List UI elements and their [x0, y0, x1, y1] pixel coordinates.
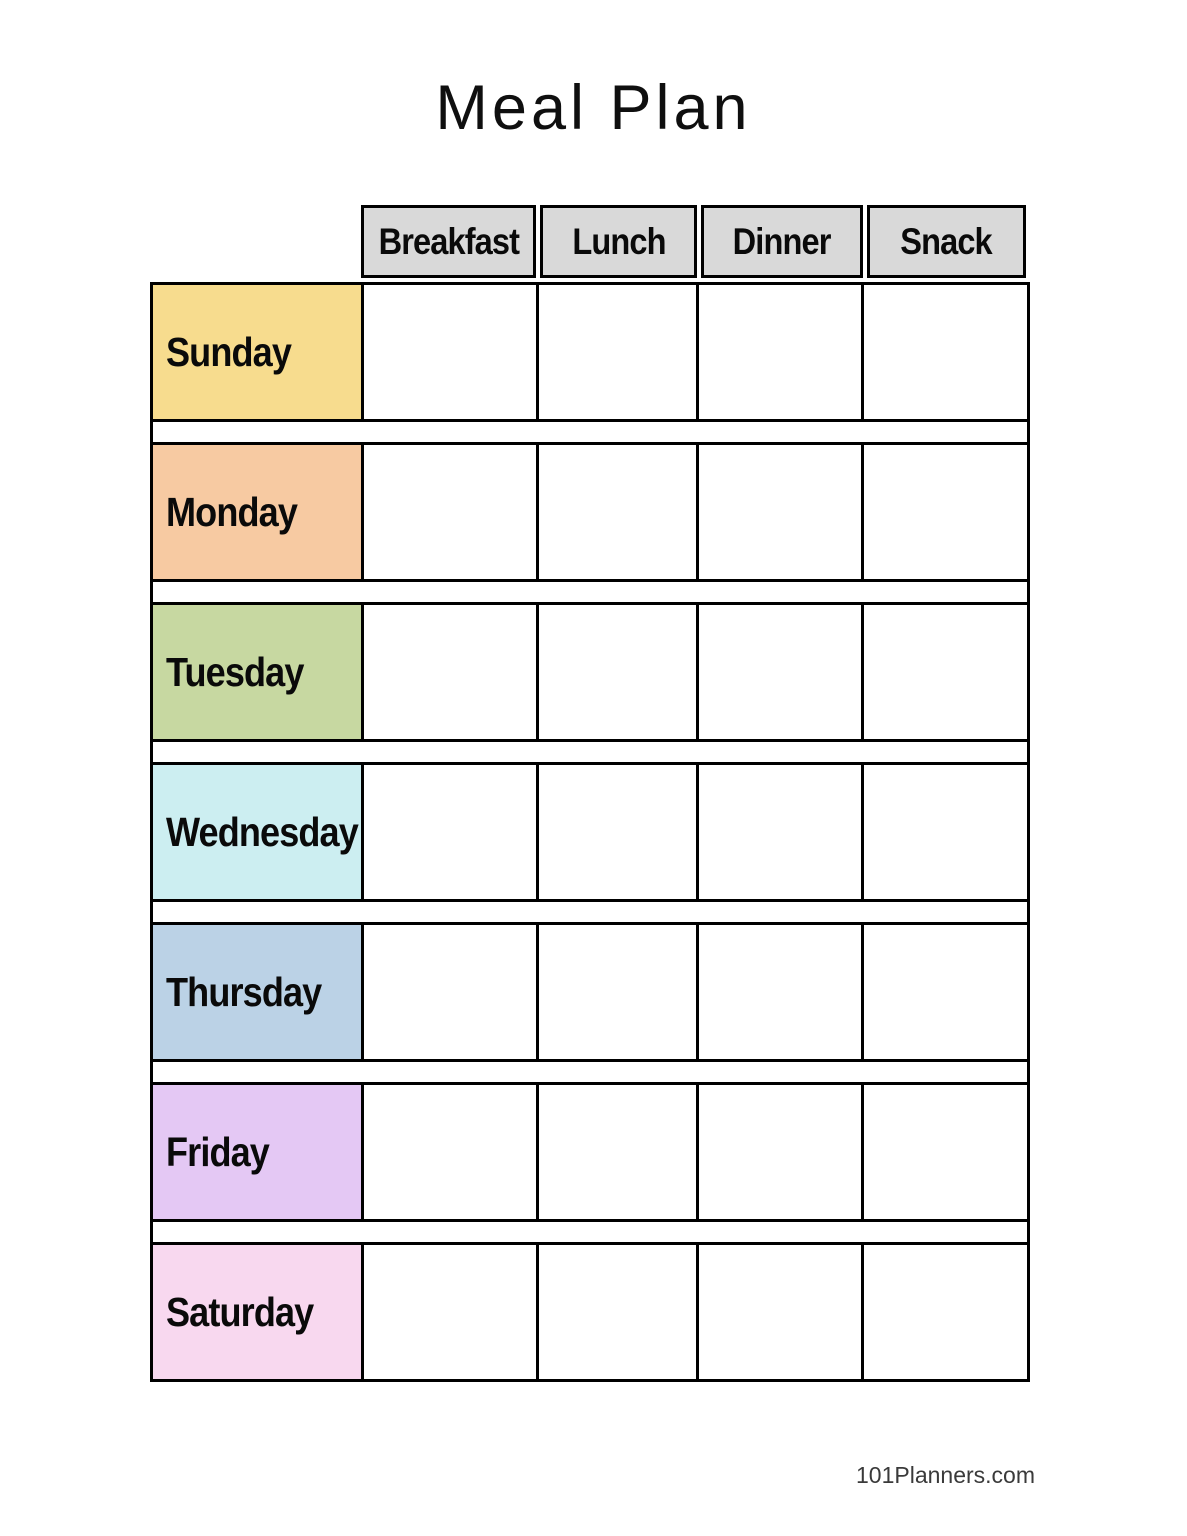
- page-title: Meal Plan: [435, 73, 752, 143]
- meal-cell-monday-breakfast[interactable]: [364, 445, 539, 579]
- meal-cell-friday-dinner[interactable]: [699, 1085, 864, 1219]
- column-header-breakfast: [361, 205, 536, 278]
- meal-cell-saturday-breakfast[interactable]: [364, 1245, 539, 1379]
- meal-cell-wednesday-lunch[interactable]: [539, 765, 699, 899]
- day-cell-thursday: [153, 925, 364, 1059]
- row-spacer: [150, 582, 1030, 602]
- day-label: Saturday: [166, 1288, 314, 1335]
- meal-cell-sunday-lunch[interactable]: [539, 285, 699, 419]
- row-spacer: [150, 902, 1030, 922]
- meal-cell-sunday-snack[interactable]: [864, 285, 1027, 419]
- meal-cell-saturday-dinner[interactable]: [699, 1245, 864, 1379]
- day-row-sunday: [150, 282, 1030, 422]
- meal-cell-thursday-dinner[interactable]: [699, 925, 864, 1059]
- row-spacer: [150, 742, 1030, 762]
- day-label: Tuesday: [166, 648, 304, 695]
- column-header-dinner: [701, 205, 863, 278]
- day-cell-saturday: [153, 1245, 364, 1379]
- day-cell-wednesday: [153, 765, 364, 899]
- meal-cell-thursday-snack[interactable]: [864, 925, 1027, 1059]
- meal-cell-thursday-lunch[interactable]: [539, 925, 699, 1059]
- meal-plan-table: [150, 205, 1030, 1382]
- day-cell-monday: [153, 445, 364, 579]
- column-header-label: Lunch: [571, 220, 666, 262]
- day-label: Wednesday: [166, 808, 358, 855]
- column-header-label: Snack: [900, 220, 993, 262]
- day-label: Monday: [166, 488, 298, 535]
- day-row-tuesday: [150, 602, 1030, 742]
- meal-cell-thursday-breakfast[interactable]: [364, 925, 539, 1059]
- meal-cell-monday-lunch[interactable]: [539, 445, 699, 579]
- day-row-thursday: [150, 922, 1030, 1062]
- row-spacer: [150, 1062, 1030, 1082]
- meal-cell-tuesday-dinner[interactable]: [699, 605, 864, 739]
- column-header-label: Breakfast: [378, 220, 519, 262]
- day-cell-friday: [153, 1085, 364, 1219]
- meal-cell-monday-dinner[interactable]: [699, 445, 864, 579]
- meal-cell-wednesday-dinner[interactable]: [699, 765, 864, 899]
- meal-cell-friday-breakfast[interactable]: [364, 1085, 539, 1219]
- meal-cell-saturday-snack[interactable]: [864, 1245, 1027, 1379]
- meal-cell-tuesday-snack[interactable]: [864, 605, 1027, 739]
- row-spacer: [150, 1222, 1030, 1242]
- column-header-label: Dinner: [733, 220, 831, 262]
- day-row-saturday: [150, 1242, 1030, 1382]
- meal-cell-sunday-breakfast[interactable]: [364, 285, 539, 419]
- footer-site-name: 101Planners.com: [856, 1462, 1035, 1488]
- meal-cell-wednesday-breakfast[interactable]: [364, 765, 539, 899]
- column-header-snack: [867, 205, 1026, 278]
- day-cell-sunday: [153, 285, 364, 419]
- meal-cell-friday-lunch[interactable]: [539, 1085, 699, 1219]
- table-body: [150, 282, 1030, 1382]
- meal-cell-saturday-lunch[interactable]: [539, 1245, 699, 1379]
- meal-cell-monday-snack[interactable]: [864, 445, 1027, 579]
- day-cell-tuesday: [153, 605, 364, 739]
- meal-cell-tuesday-lunch[interactable]: [539, 605, 699, 739]
- day-label: Thursday: [166, 968, 322, 1015]
- table-header-row: [361, 205, 1030, 278]
- day-row-wednesday: [150, 762, 1030, 902]
- day-row-monday: [150, 442, 1030, 582]
- meal-cell-sunday-dinner[interactable]: [699, 285, 864, 419]
- meal-cell-friday-snack[interactable]: [864, 1085, 1027, 1219]
- column-header-lunch: [540, 205, 697, 278]
- meal-cell-wednesday-snack[interactable]: [864, 765, 1027, 899]
- day-row-friday: [150, 1082, 1030, 1222]
- meal-cell-tuesday-breakfast[interactable]: [364, 605, 539, 739]
- day-label: Sunday: [166, 328, 292, 375]
- row-spacer: [150, 422, 1030, 442]
- day-label: Friday: [166, 1128, 270, 1175]
